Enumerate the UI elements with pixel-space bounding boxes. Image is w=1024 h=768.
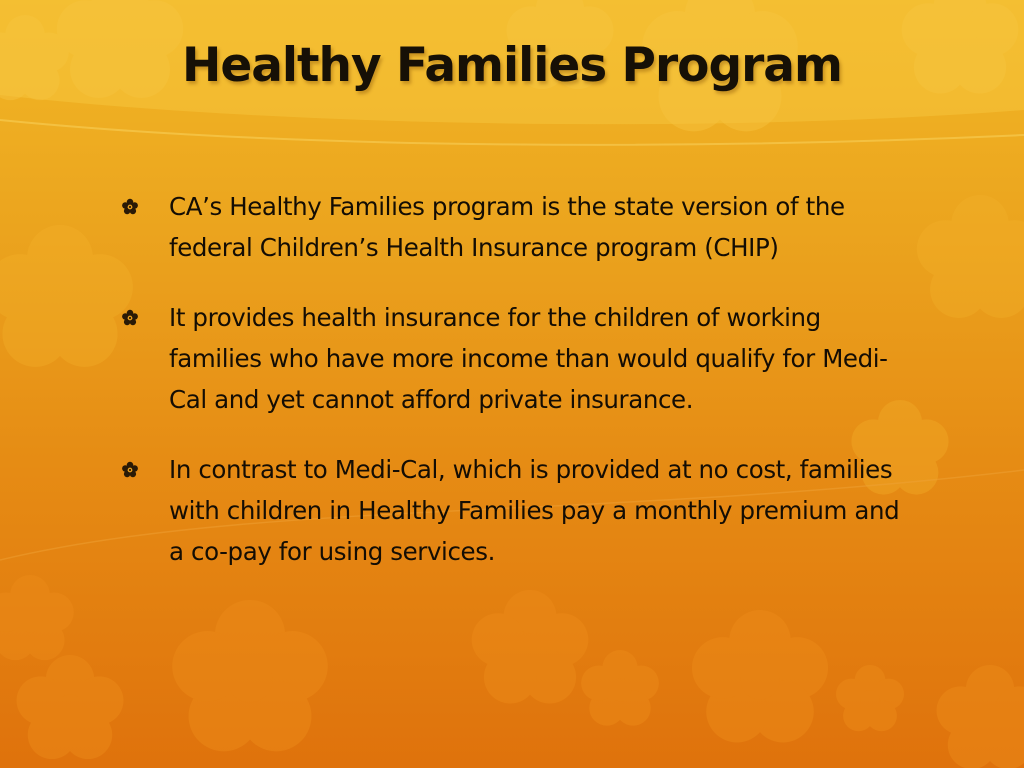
slide-title: Healthy Families Program — [182, 38, 842, 93]
bullet-item — [118, 186, 908, 268]
bullet-item — [118, 449, 908, 572]
bullet-text: It provides health insurance for the children of working families who have more income than would qualify for Medi-Cal and yet cannot afford private insurance. — [169, 303, 888, 414]
flower-bullet-icon — [121, 461, 139, 479]
flower-bullet-icon — [121, 309, 139, 327]
bullet-item — [118, 297, 908, 420]
flower-bullet-icon — [121, 198, 139, 216]
bullet-list — [118, 186, 908, 601]
bullet-text: CA’s Healthy Families program is the state version of the federal Children’s Health Insurance program (CHIP) — [169, 192, 845, 262]
bullet-text: In contrast to Medi-Cal, which is provided at no cost, families with children in Healthy Families pay a monthly premium and a co-pay for using services. — [169, 455, 900, 566]
